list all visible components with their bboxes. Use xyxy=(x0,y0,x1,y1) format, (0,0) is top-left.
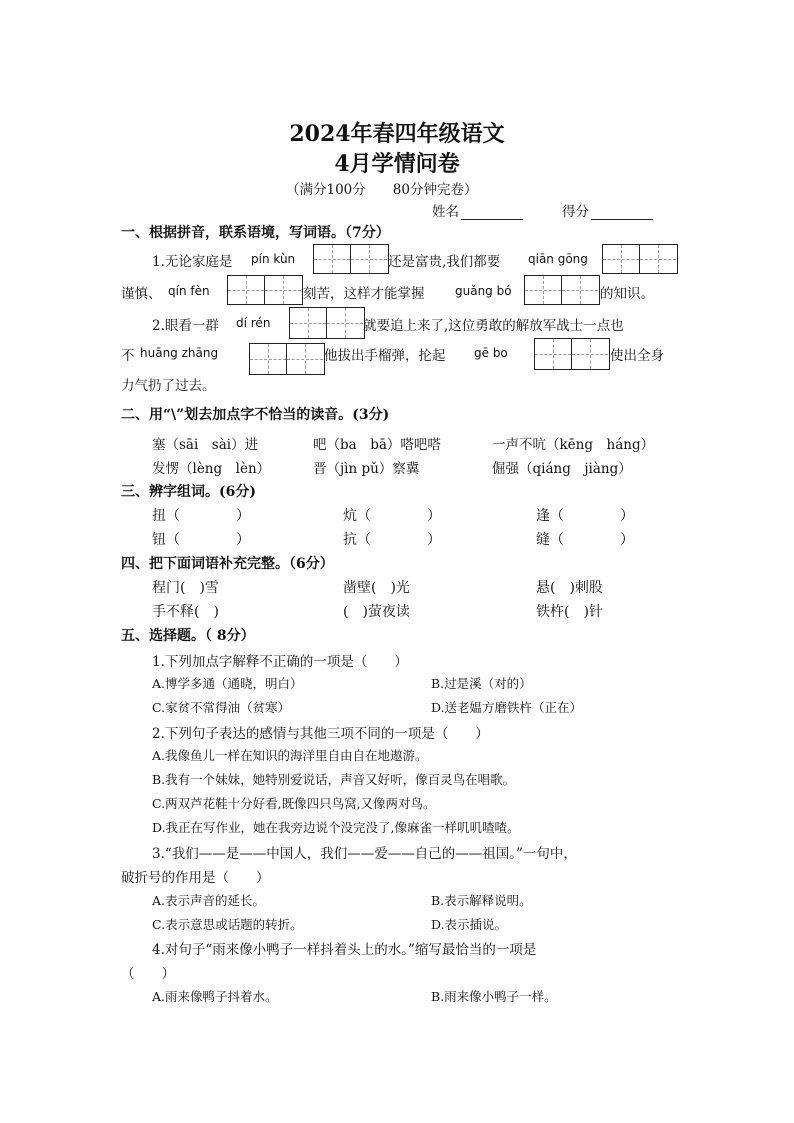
s4-item-2[interactable]: 凿壁( )光 xyxy=(343,580,410,596)
q1-text-b: 还是富贵,我们都要 xyxy=(388,254,501,270)
s4-item-1[interactable]: 程门( )雪 xyxy=(152,580,219,596)
mc-q1-option-c[interactable]: C.家贫不常得油（贫寒） xyxy=(152,700,291,715)
name-label: 姓名 xyxy=(432,204,459,220)
mc-q4-option-a[interactable]: A.雨来像鸭子抖着水。 xyxy=(152,989,278,1004)
q1-pinyin-4: guǎng bó xyxy=(455,284,512,298)
s4-item-3[interactable]: 悬( )刺股 xyxy=(536,580,603,596)
section5-heading: 五、选择题。（ 8分） xyxy=(121,628,255,644)
s2-item-6[interactable]: 倔强（qiáng jiàng） xyxy=(492,461,632,477)
s2-item-4[interactable]: 发愣（lèng lèn） xyxy=(152,461,271,477)
section4-heading: 四、把下面词语补充完整。（6分） xyxy=(121,556,334,572)
q2-text-f: 力气扔了过去。 xyxy=(121,378,216,394)
q1-answer-box-4[interactable] xyxy=(524,275,600,305)
page-subtitle: 4月学情问卷 xyxy=(334,151,460,177)
mc-q4-line2: （ ） xyxy=(121,966,175,982)
q1-answer-box-3[interactable] xyxy=(227,275,303,305)
q2-text-a: 2.眼看一群 xyxy=(152,318,219,334)
mc-q3-line1: 3.“我们——是——中国人，我们——爱——自己的——祖国。”一句中， xyxy=(152,846,577,862)
q1-answer-box-2[interactable] xyxy=(602,244,678,274)
s3-item-6[interactable]: 缝（ ） xyxy=(536,532,634,548)
mc-q2-option-b[interactable]: B.我有一个妹妹，她特别爱说话，声音又好听，像百灵鸟在唱歌。 xyxy=(152,772,516,787)
s4-item-6[interactable]: 铁杵( )针 xyxy=(536,604,603,620)
mc-q3-option-c[interactable]: C.表示意思或话题的转折。 xyxy=(152,917,303,932)
s2-item-1[interactable]: 塞（sāi sài）进 xyxy=(152,437,259,453)
section3-heading: 三、辨字组词。(6分) xyxy=(121,484,256,500)
q1-text-e: 的知识。 xyxy=(600,286,654,302)
mc-q3-line2: 破折号的作用是（ ） xyxy=(121,870,270,886)
section1-heading: 一、根据拼音，联系语境，写词语。（7分） xyxy=(121,225,390,241)
s3-item-3[interactable]: 逢（ ） xyxy=(536,508,634,524)
name-field[interactable] xyxy=(432,200,523,220)
q1-text-a: 1.无论家庭是 xyxy=(152,254,233,270)
mc-q1-option-d[interactable]: D.送老媪方磨铁杵（正在） xyxy=(431,700,583,715)
q1-pinyin-2: qiān gōng xyxy=(528,252,588,266)
q2-pinyin-3: gē bo xyxy=(474,346,508,360)
mc-q1-option-b[interactable]: B.过是溪（对的） xyxy=(431,676,532,691)
s4-item-5[interactable]: ( )萤夜读 xyxy=(343,604,410,620)
s2-item-5[interactable]: 晋（jìn pǔ）察冀 xyxy=(313,461,420,477)
section2-heading: 二、用“\”划去加点字不恰当的读音。(3分) xyxy=(121,407,390,423)
page-title: 2024年春四年级语文 xyxy=(289,121,505,147)
score-field[interactable] xyxy=(562,200,653,220)
mc-q1: 1.下列加点字解释不正确的一项是（ ） xyxy=(152,654,408,670)
s4-item-4[interactable]: 手不释( ) xyxy=(152,604,219,620)
s2-item-3[interactable]: 一声不吭（kēng háng） xyxy=(492,437,655,453)
mc-q4-line1: 4.对句子“雨来像小鸭子一样抖着头上的水。”缩写最恰当的一项是 xyxy=(152,942,537,958)
name-underline xyxy=(461,205,523,220)
mc-q2-option-d[interactable]: D.我正在写作业，她在我旁边说个没完没了,像麻雀一样叽叽喳喳。 xyxy=(152,820,520,835)
mc-q3-option-b[interactable]: B.表示解释说明。 xyxy=(431,893,532,908)
q2-text-d: 他拔出手榴弹，抡起 xyxy=(324,348,446,364)
mc-q1-option-a[interactable]: A.博学多通（通晓，明白） xyxy=(152,676,303,691)
q1-text-c: 谨慎、 xyxy=(121,286,162,302)
mc-q2: 2.下列句子表达的感情与其他三项不同的一项是（ ） xyxy=(152,726,489,742)
mc-q3-option-d[interactable]: D.表示插说。 xyxy=(431,917,508,932)
q2-text-e: 使出全身 xyxy=(610,348,664,364)
q1-answer-box-1[interactable] xyxy=(313,244,389,274)
s3-item-2[interactable]: 炕（ ） xyxy=(343,508,441,524)
score-label: 得分 xyxy=(562,204,589,220)
mc-q3-option-a[interactable]: A.表示声音的延长。 xyxy=(152,893,266,908)
mc-q2-option-c[interactable]: C.两双芦花鞋十分好看,既像四只鸟窝,又像两对鸟。 xyxy=(152,796,436,811)
q2-text-b: 就要追上来了,这位勇敢的解放军战士一点也 xyxy=(363,318,624,334)
q2-text-c: 不 xyxy=(121,348,135,364)
q1-pinyin-1: pín kùn xyxy=(251,252,296,266)
q2-answer-box-1[interactable] xyxy=(289,307,365,339)
q1-text-d: 刻苦，这样才能掌握 xyxy=(303,286,425,302)
mc-q2-option-a[interactable]: A.我像鱼儿一样在知识的海洋里自由自在地遨游。 xyxy=(152,748,428,763)
score-info: （满分100分 80分钟完卷） xyxy=(286,182,478,198)
s3-item-4[interactable]: 钮（ ） xyxy=(152,532,250,548)
mc-q4-option-b[interactable]: B.雨来像小鸭子一样。 xyxy=(431,989,557,1004)
s2-item-2[interactable]: 吧（ba bā）嗒吧嗒 xyxy=(313,437,441,453)
s3-item-5[interactable]: 抗（ ） xyxy=(343,532,441,548)
q1-pinyin-3: qín fèn xyxy=(168,284,210,298)
s3-item-1[interactable]: 扭（ ） xyxy=(152,508,250,524)
q2-answer-box-3[interactable] xyxy=(534,338,610,370)
q2-pinyin-2: huāng zhāng xyxy=(140,346,219,360)
q2-pinyin-1: dí rén xyxy=(236,316,271,330)
score-underline xyxy=(591,205,653,220)
q2-answer-box-2[interactable] xyxy=(249,343,325,375)
